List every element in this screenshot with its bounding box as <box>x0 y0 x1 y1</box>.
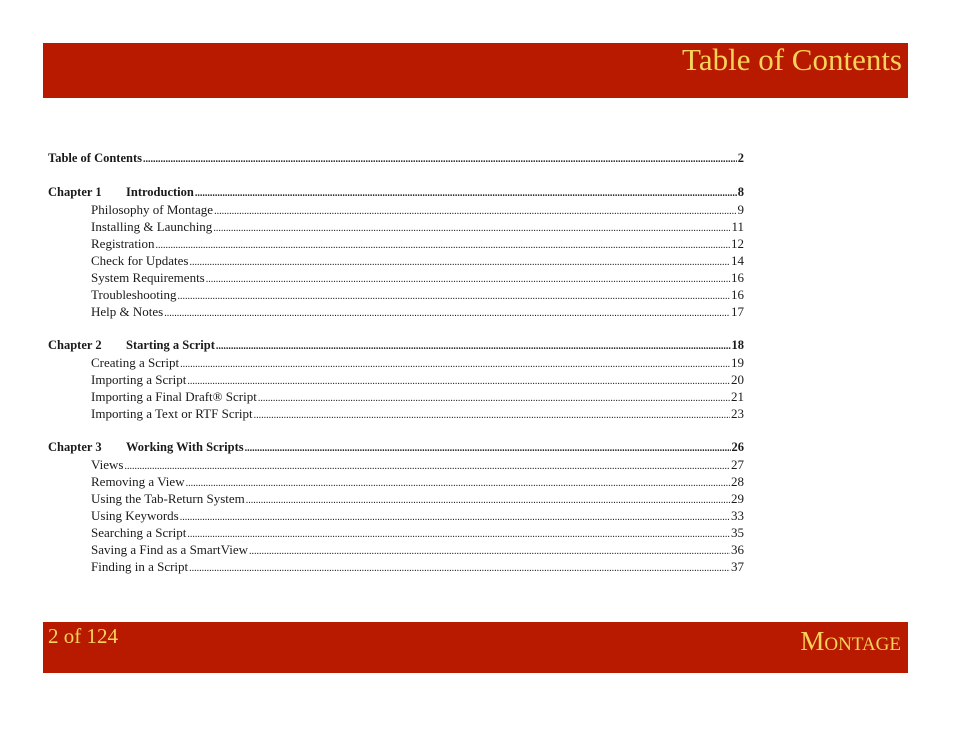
toc-entry-page: 36 <box>731 542 744 557</box>
toc-entry-page: 16 <box>731 287 744 302</box>
leader-dots <box>195 185 737 201</box>
toc-entry[interactable] <box>48 218 744 235</box>
toc-entry[interactable] <box>48 201 744 218</box>
toc-entry-page: 11 <box>731 219 744 234</box>
toc-chapter-2 <box>48 337 744 422</box>
chapter-title: Introduction <box>126 185 194 199</box>
toc-entry-label: Using Keywords <box>91 508 179 523</box>
toc-entry-page: 26 <box>731 440 744 454</box>
toc-entry-page: 18 <box>731 338 744 352</box>
toc-chapter-1 <box>48 184 744 320</box>
toc-entry-label: Philosophy of Montage <box>91 202 214 217</box>
toc-chapter-heading[interactable] <box>48 184 744 201</box>
toc-entry-page: 27 <box>731 457 744 472</box>
leader-dots <box>246 492 730 507</box>
leader-dots <box>143 151 737 167</box>
toc-entry-label: Finding in a Script <box>91 559 189 574</box>
chapter-title: Starting a Script <box>126 338 215 352</box>
toc-entry-page: 37 <box>731 559 744 574</box>
toc-entry-label: Importing a Script <box>91 372 187 387</box>
chapter-title: Working With Scripts <box>126 440 244 454</box>
chapter-number: Chapter 1 <box>48 185 102 199</box>
toc-entry-page: 29 <box>731 491 744 506</box>
leader-dots <box>254 407 730 422</box>
chapter-number: Chapter 3 <box>48 440 102 454</box>
toc-entry-label: Saving a Find as a SmartView <box>91 542 249 557</box>
toc-entry-label: Searching a Script <box>91 525 187 540</box>
toc-entry-label: Views <box>91 457 124 472</box>
leader-dots <box>186 475 730 490</box>
leader-dots <box>249 543 730 558</box>
chapter-number: Chapter 2 <box>48 338 102 352</box>
toc-entry[interactable] <box>48 456 744 473</box>
toc-entry-label: System Requirements <box>91 270 205 285</box>
leader-dots <box>258 390 730 405</box>
toc-entry-page: 2 <box>737 151 744 165</box>
leader-dots <box>245 440 731 456</box>
toc-entry-label: Importing a Text or RTF Script <box>91 406 253 421</box>
toc-entry-label: Removing a View <box>91 474 185 489</box>
leader-dots <box>164 305 730 320</box>
toc-entry-page: 14 <box>731 253 744 268</box>
leader-dots <box>213 220 730 235</box>
toc-entry-page: 21 <box>731 389 744 404</box>
toc-entry-label: Troubleshooting <box>91 287 177 302</box>
leader-dots <box>216 338 731 354</box>
leader-dots <box>189 254 730 269</box>
toc-chapter-heading[interactable] <box>48 439 744 456</box>
leader-dots <box>156 237 730 252</box>
toc-entry-page: 33 <box>731 508 744 523</box>
toc-entry[interactable] <box>48 303 744 320</box>
footer-banner <box>43 622 908 673</box>
leader-dots <box>189 560 730 575</box>
toc-entry[interactable] <box>48 558 744 575</box>
toc-entry-label: Table of Contents <box>48 151 142 165</box>
toc-entry-page: 8 <box>737 185 744 199</box>
leader-dots <box>124 458 730 473</box>
page-number: 2 of 124 <box>48 624 118 648</box>
toc-entry-page: 35 <box>731 525 744 540</box>
brand-name: Montage <box>800 626 901 656</box>
toc-chapter-3 <box>48 439 744 575</box>
toc-entry[interactable] <box>48 388 744 405</box>
toc-entry-label: Importing a Final Draft® Script <box>91 389 257 404</box>
leader-dots <box>177 288 730 303</box>
toc-entry-table-of-contents[interactable] <box>48 150 744 167</box>
leader-dots <box>180 509 730 524</box>
toc-entry-page: 19 <box>731 355 744 370</box>
toc-entry-label: Using the Tab-Return System <box>91 491 245 506</box>
toc-entry-label: Check for Updates <box>91 253 189 268</box>
toc-entry[interactable] <box>48 354 744 371</box>
toc-entry[interactable] <box>48 541 744 558</box>
toc-entry-label: Registration <box>91 236 155 251</box>
toc-entry[interactable] <box>48 252 744 269</box>
toc-entry-label: Installing & Launching <box>91 219 213 234</box>
toc-entry[interactable] <box>48 405 744 422</box>
toc-entry-page: 17 <box>731 304 744 319</box>
toc-entry-page: 9 <box>737 202 744 217</box>
toc-entry[interactable] <box>48 524 744 541</box>
toc-entry[interactable] <box>48 235 744 252</box>
toc-entry-label: Creating a Script <box>91 355 180 370</box>
toc-entry[interactable] <box>48 490 744 507</box>
toc-entry-label: Help & Notes <box>91 304 164 319</box>
leader-dots <box>187 373 730 388</box>
leader-dots <box>187 526 730 541</box>
toc-entry-page: 12 <box>731 236 744 251</box>
leader-dots <box>214 203 736 218</box>
toc-entry[interactable] <box>48 371 744 388</box>
toc-entry[interactable] <box>48 473 744 490</box>
table-of-contents <box>48 150 744 575</box>
toc-entry-page: 23 <box>731 406 744 421</box>
toc-entry[interactable] <box>48 269 744 286</box>
header-banner <box>43 43 908 98</box>
leader-dots <box>180 356 730 371</box>
toc-entry-page: 16 <box>731 270 744 285</box>
toc-entry[interactable] <box>48 507 744 524</box>
leader-dots <box>206 271 730 286</box>
toc-chapter-heading[interactable] <box>48 337 744 354</box>
toc-entry[interactable] <box>48 286 744 303</box>
toc-entry-page: 28 <box>731 474 744 489</box>
page-title: Table of Contents <box>682 42 902 77</box>
toc-entry-page: 20 <box>731 372 744 387</box>
